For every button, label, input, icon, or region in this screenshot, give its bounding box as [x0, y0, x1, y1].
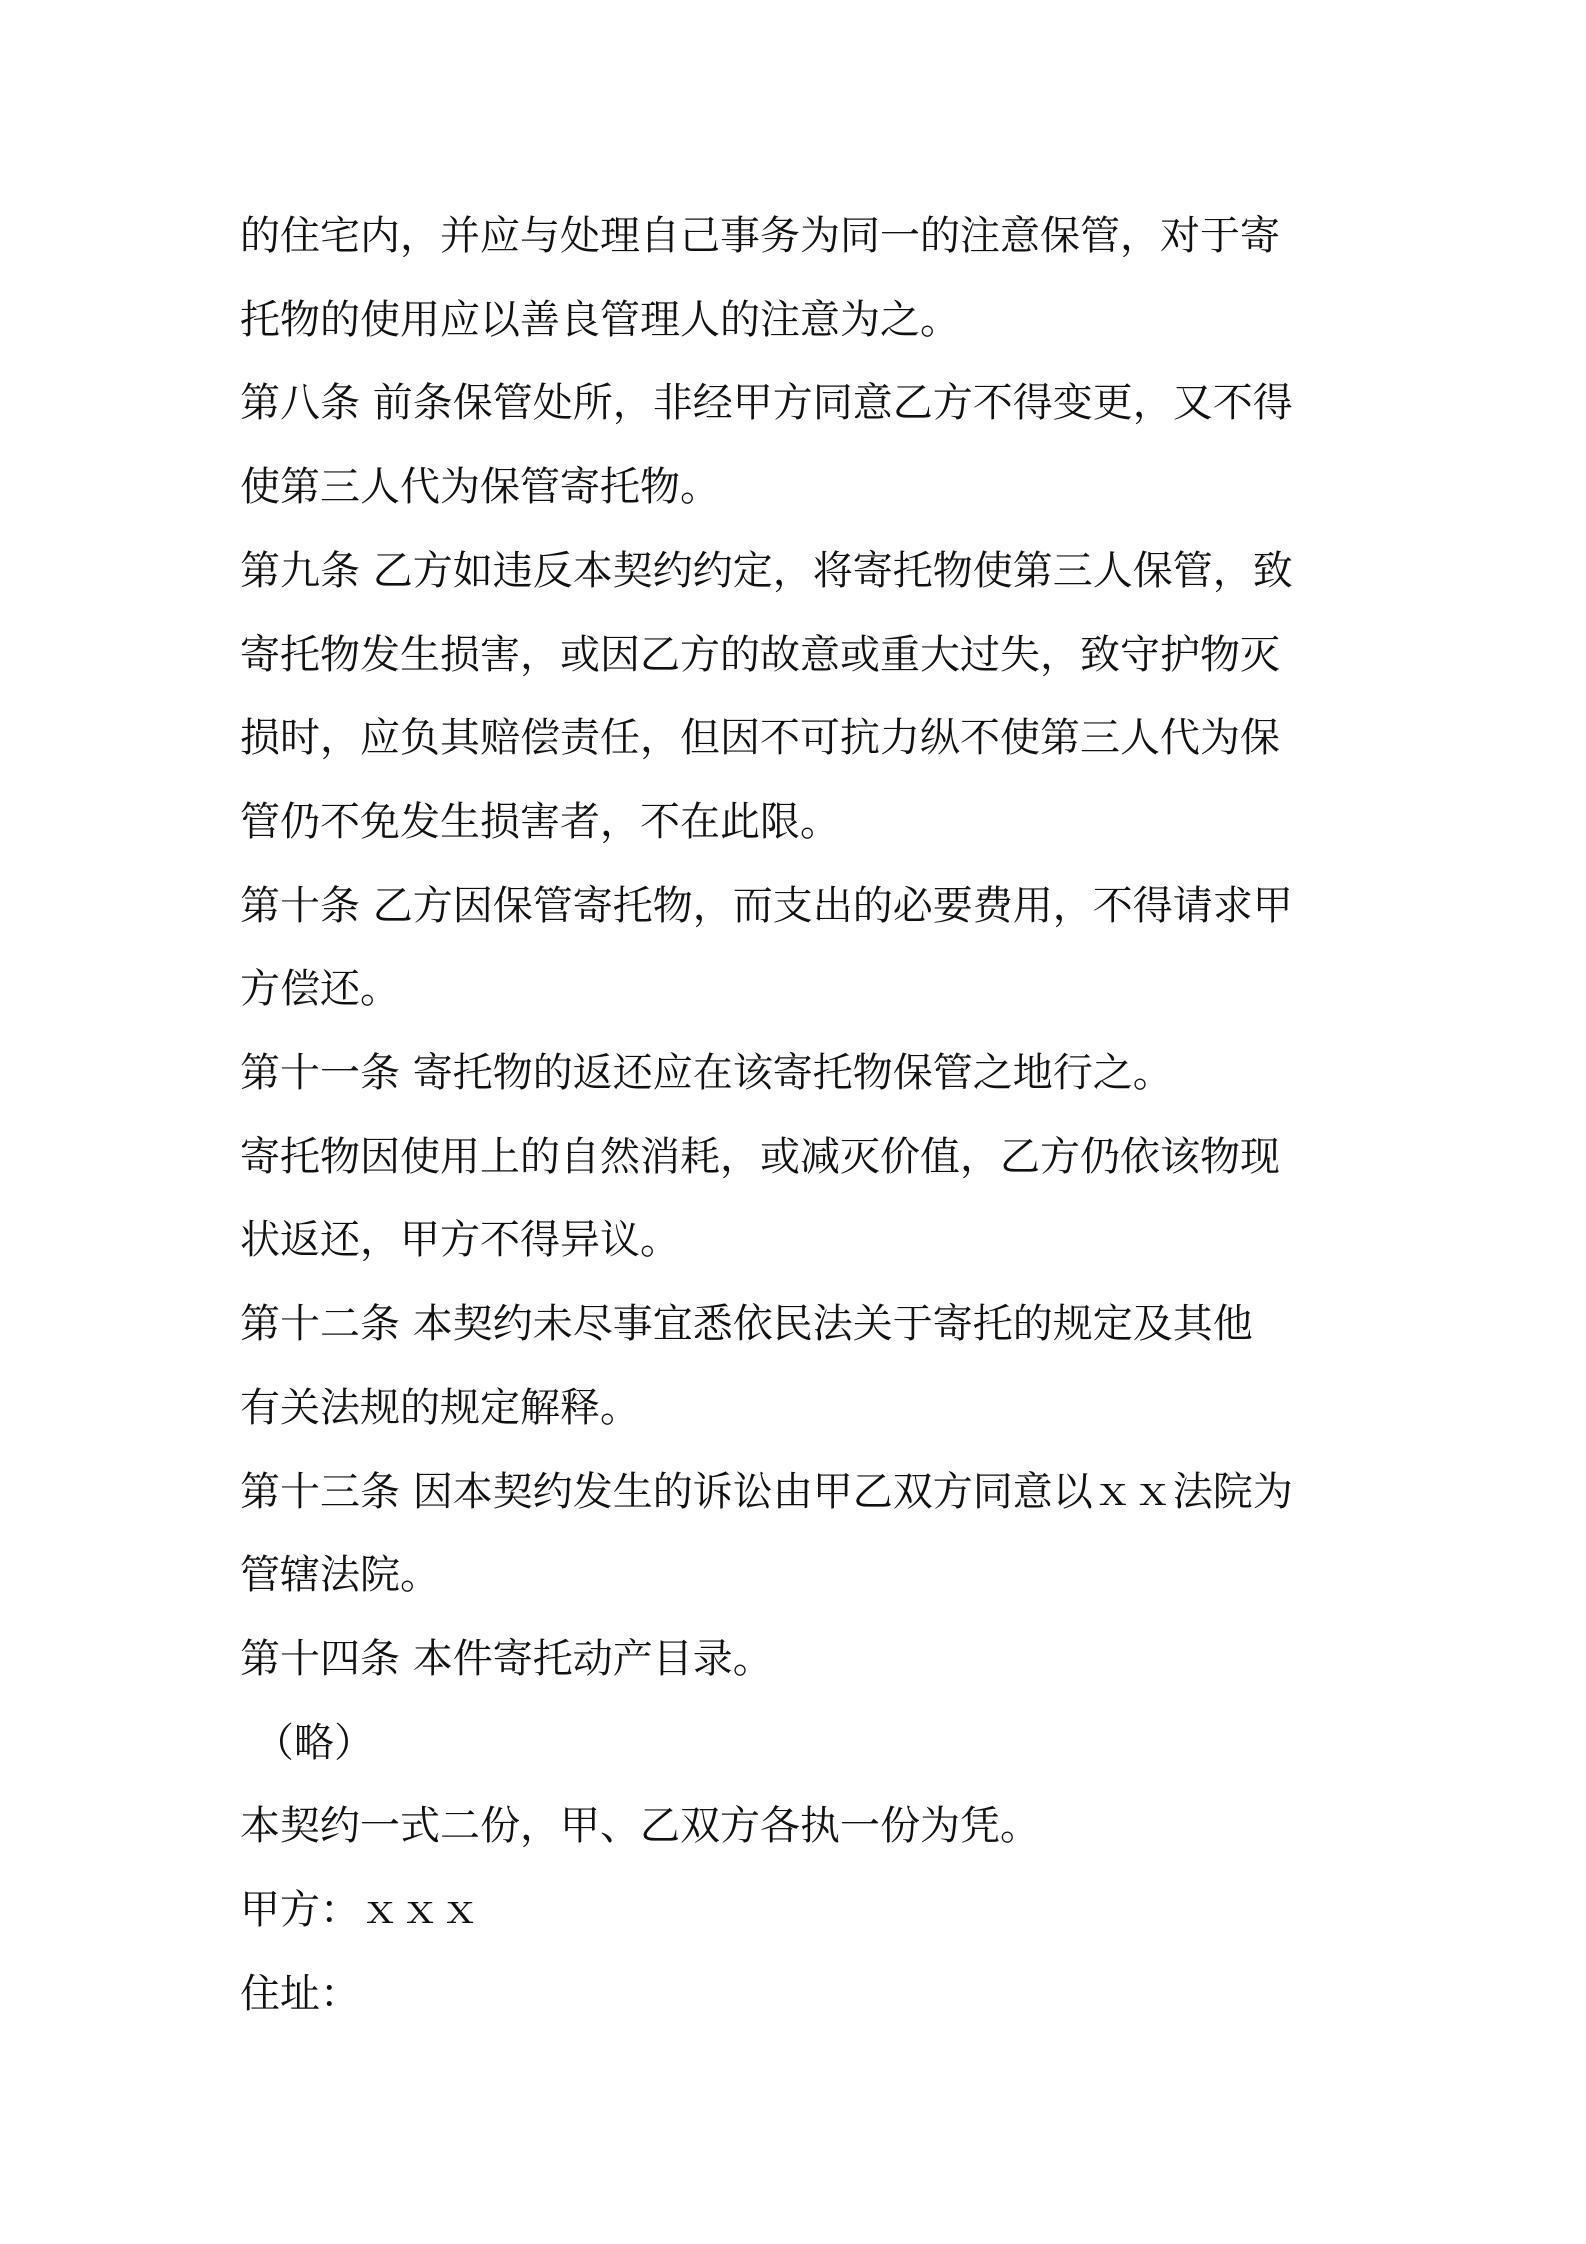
- text-line: 有关法规的规定解释。: [240, 1384, 640, 1431]
- article-13-line: 第十三条 因本契约发生的诉讼由甲乙双方同意以ｘｘ法院为: [240, 1468, 1293, 1515]
- article-14-line: 第十四条 本件寄托动产目录。: [240, 1635, 773, 1682]
- document-body: [240, 195, 1360, 2036]
- omitted-note: （略）: [254, 1719, 374, 1766]
- text-line: 寄托物发生损害，或因乙方的故意或重大过失，致守护物灭: [240, 631, 1280, 678]
- address-line: 住址：: [240, 1970, 360, 2017]
- text-line: 托物的使用应以善良管理人的注意为之。: [240, 296, 960, 343]
- text-line: 损时，应负其赔偿责任，但因不可抗力纵不使第三人代为保: [240, 715, 1280, 762]
- text-line: 寄托物因使用上的自然消耗，或减灭价值，乙方仍依该物现: [240, 1133, 1280, 1180]
- article-11-line: 第十一条 寄托物的返还应在该寄托物保管之地行之。: [240, 1050, 1173, 1097]
- text-line: 方偿还。: [240, 966, 400, 1013]
- text-line: 状返还，甲方不得异议。: [240, 1217, 680, 1264]
- party-a-line: 甲方：ｘｘｘ: [240, 1887, 480, 1934]
- article-8-line: 第八条 前条保管处所，非经甲方同意乙方不得变更，又不得: [240, 380, 1293, 427]
- text-line: 管仍不免发生损害者，不在此限。: [240, 798, 840, 845]
- text-line: 管辖法院。: [240, 1552, 440, 1599]
- article-10-line: 第十条 乙方因保管寄托物，而支出的必要费用，不得请求甲: [240, 882, 1293, 929]
- article-12-line: 第十二条 本契约未尽事宜悉依民法关于寄托的规定及其他: [240, 1301, 1253, 1348]
- text-line: 的住宅内，并应与处理自己事务为同一的注意保管，对于寄: [240, 213, 1280, 259]
- copies-statement: 本契约一式二份，甲、乙双方各执一份为凭。: [240, 1803, 1040, 1850]
- text-line: 使第三人代为保管寄托物。: [240, 464, 720, 511]
- article-9-line: 第九条 乙方如违反本契约约定，将寄托物使第三人保管，致: [240, 547, 1293, 594]
